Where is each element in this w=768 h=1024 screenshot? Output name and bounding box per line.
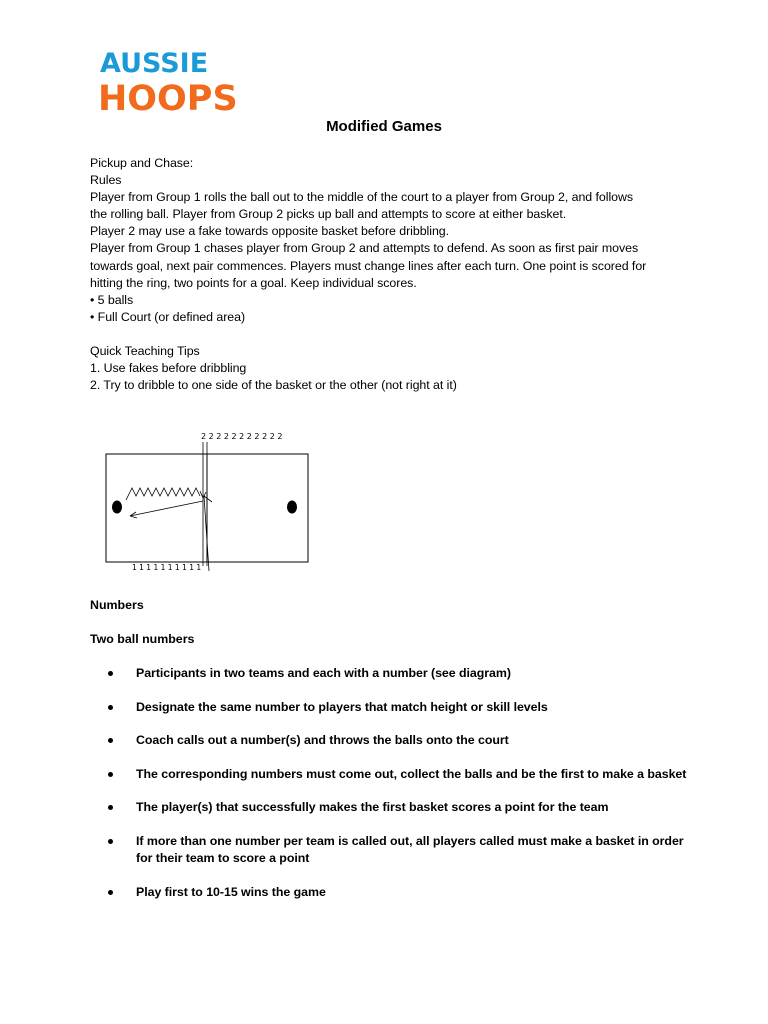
bullet-icon	[108, 738, 113, 743]
logo-line1: AUSSIE	[100, 48, 209, 79]
rules-line: the rolling ball. Player from Group 2 picks up ball and attempts to score at either basket.	[90, 207, 567, 222]
list-item: If more than one number per team is called out, all players called must make a basket in order for their team to score a point	[108, 833, 698, 867]
bullet-icon	[108, 772, 113, 777]
list-item: Designate the same number to players that match height or skill levels	[108, 699, 698, 716]
equipment-item: • Full Court (or defined area)	[90, 309, 246, 324]
bullet-icon	[108, 705, 113, 710]
bullet-icon	[108, 805, 113, 810]
bullet-icon	[108, 839, 113, 844]
list-item: Participants in two teams and each with a number (see diagram)	[108, 665, 698, 682]
pickup-section	[90, 155, 680, 394]
numbers-rules-list	[108, 665, 698, 917]
aussie-hoops-logo	[98, 44, 238, 119]
equipment-item: • 5 balls	[90, 292, 134, 307]
right-basket	[287, 501, 297, 514]
rules-line: towards goal, next pair commences. Players must change lines after each turn. One point is scored for	[90, 258, 647, 273]
list-item: The corresponding numbers must come out, collect the balls and be the first to make a basket	[108, 766, 698, 783]
numbers-subheading: Two ball numbers	[90, 632, 195, 646]
list-item: Coach calls out a number(s) and throws the balls onto the court	[108, 732, 698, 749]
pickup-heading: Pickup and Chase:	[90, 156, 194, 170]
logo-line2: HOOPS	[98, 79, 238, 119]
page-title: Modified Games	[326, 118, 442, 135]
rules-line: Player from Group 1 rolls the ball out to the middle of the court to a player from Group 2, and follows	[90, 190, 634, 205]
list-item: The player(s) that successfully makes the first basket scores a point for the team	[108, 799, 698, 816]
rules-line: Player 2 may use a fake towards opposite basket before dribbling.	[90, 224, 450, 239]
numbers-heading: Numbers	[90, 598, 144, 612]
left-basket	[112, 501, 122, 514]
rules-line: Player from Group 1 chases player from Group 2 and attempts to defend. As soon as first pair moves	[90, 241, 639, 256]
group2-row: 2 2 2 2 2 2 2 2 2 2 2	[201, 432, 283, 441]
bullet-icon	[108, 671, 113, 676]
group1-row: 1 1 1 1 1 1 1 1 1 1	[132, 563, 202, 572]
court-diagram	[100, 426, 315, 578]
list-item: Play first to 10-15 wins the game	[108, 884, 698, 901]
tips-heading: Quick Teaching Tips	[90, 343, 200, 358]
dribble-path	[126, 488, 200, 500]
tip-item: 1. Use fakes before dribbling	[90, 361, 247, 376]
roll-path	[204, 496, 212, 571]
rules-line: hitting the ring, two points for a goal. Keep individual scores.	[90, 275, 417, 290]
tip-item: 2. Try to dribble to one side of the basket or the other (not right at it)	[90, 378, 457, 393]
bullet-icon	[108, 890, 113, 895]
rules-label: Rules	[90, 173, 122, 188]
chase-path	[130, 501, 203, 516]
